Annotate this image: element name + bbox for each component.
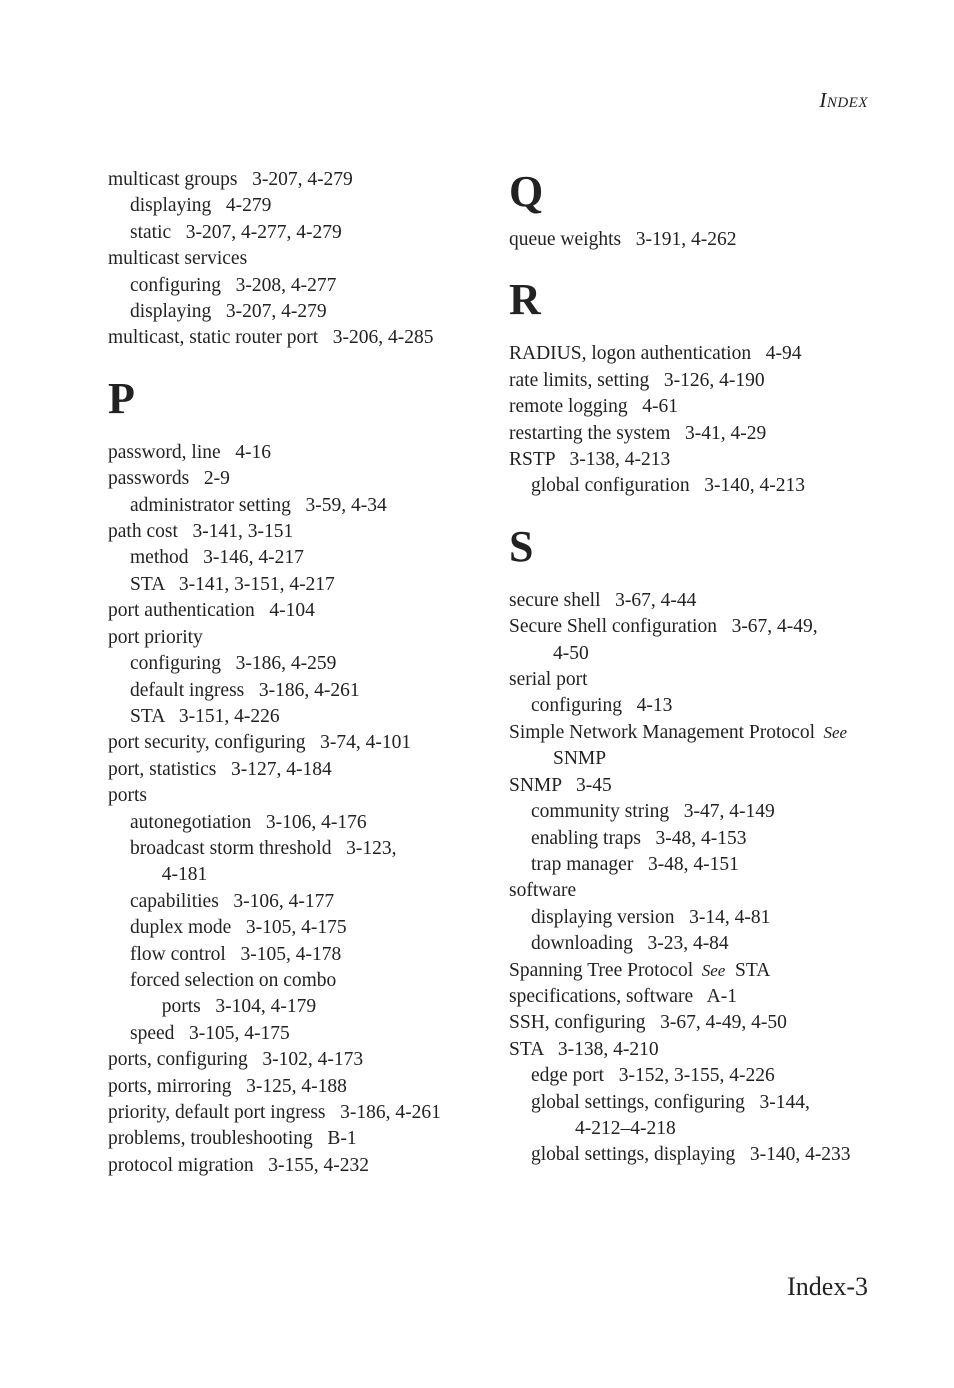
index-entry-text: port, statistics 3-127, 4-184 bbox=[108, 758, 332, 780]
index-entry-text: SSH, configuring 3-67, 4-49, 4-50 bbox=[509, 1012, 787, 1034]
index-entry bbox=[108, 193, 488, 219]
index-entry bbox=[108, 678, 488, 704]
index-entry bbox=[509, 958, 889, 984]
index-entry-text: software bbox=[509, 880, 577, 902]
index-entry bbox=[108, 810, 488, 836]
see-reference: See bbox=[693, 960, 726, 980]
index-entry-text: default ingress 3-186, 4-261 bbox=[130, 679, 360, 701]
section-letter: Q bbox=[509, 167, 544, 216]
section-letter: P bbox=[108, 373, 135, 423]
index-entry bbox=[509, 693, 889, 719]
index-entry bbox=[509, 421, 889, 447]
index-entry-text: 4-212–4-218 bbox=[575, 1117, 676, 1139]
index-column-right bbox=[509, 167, 889, 1169]
index-entry bbox=[509, 473, 889, 499]
index-entry bbox=[108, 572, 488, 598]
index-entry bbox=[108, 598, 488, 624]
index-entry-text: SNMP 3-45 bbox=[509, 774, 612, 796]
index-entry-text: secure shell 3-67, 4-44 bbox=[509, 589, 697, 611]
header-initial: I bbox=[819, 88, 827, 112]
index-entry-text: broadcast storm threshold 3-123, bbox=[130, 837, 397, 859]
index-entry bbox=[108, 246, 488, 272]
index-entry bbox=[108, 1153, 488, 1179]
index-entry-text: duplex mode 3-105, 4-175 bbox=[130, 917, 347, 939]
index-column-left bbox=[108, 167, 488, 1179]
index-entry-text: 4-50 bbox=[553, 642, 589, 664]
index-entry bbox=[108, 493, 488, 519]
index-entry-text: restarting the system 3-41, 4-29 bbox=[509, 422, 767, 444]
index-entry bbox=[108, 836, 488, 862]
index-entry bbox=[509, 588, 889, 614]
index-entry-text: autonegotiation 3-106, 4-176 bbox=[130, 811, 367, 833]
index-entry-text: protocol migration 3-155, 4-232 bbox=[108, 1154, 370, 1176]
index-entry-text: ports, configuring 3-102, 4-173 bbox=[108, 1049, 364, 1071]
index-entry-text: flow control 3-105, 4-178 bbox=[130, 943, 342, 965]
index-entry-text: configuring 3-208, 4-277 bbox=[130, 274, 337, 296]
index-entry-text: displaying version 3-14, 4-81 bbox=[531, 906, 771, 928]
index-entry bbox=[108, 220, 488, 246]
index-entry bbox=[509, 984, 889, 1010]
index-entry-text: speed 3-105, 4-175 bbox=[130, 1022, 290, 1044]
index-entry-text: STA 3-151, 4-226 bbox=[130, 705, 280, 727]
index-entry-text: configuring 4-13 bbox=[531, 695, 673, 717]
index-entry bbox=[108, 889, 488, 915]
index-entry-text: forced selection on combo bbox=[130, 969, 337, 991]
index-entry-text: Spanning Tree Protocol bbox=[509, 959, 694, 981]
index-entry bbox=[509, 227, 889, 253]
index-entry-text: displaying 3-207, 4-279 bbox=[130, 301, 327, 323]
index-entry-text: serial port bbox=[509, 669, 588, 691]
index-entry bbox=[509, 852, 889, 878]
index-entry bbox=[509, 1037, 889, 1063]
running-header bbox=[819, 88, 868, 113]
index-entry bbox=[108, 1126, 488, 1152]
index-entry-text: edge port 3-152, 3-155, 4-226 bbox=[531, 1065, 775, 1087]
index-entry-text: administrator setting 3-59, 4-34 bbox=[130, 494, 387, 516]
index-entry bbox=[509, 447, 889, 473]
index-entry-text: specifications, software A-1 bbox=[509, 985, 737, 1007]
index-entry-text: Secure Shell configuration 3-67, 4-49, bbox=[509, 616, 818, 638]
index-entry bbox=[509, 641, 889, 667]
index-entry-text: SNMP bbox=[553, 748, 607, 770]
index-entry bbox=[509, 826, 889, 852]
index-entry bbox=[509, 1090, 889, 1116]
index-entry-text: rate limits, setting 3-126, 4-190 bbox=[509, 369, 765, 391]
index-entry bbox=[108, 915, 488, 941]
index-entry-text: ports, mirroring 3-125, 4-188 bbox=[108, 1075, 347, 1097]
index-entry-text: problems, troubleshooting B-1 bbox=[108, 1128, 357, 1150]
index-entry bbox=[509, 667, 889, 693]
see-target: STA bbox=[725, 959, 771, 981]
index-entry-text: enabling traps 3-48, 4-153 bbox=[531, 827, 747, 849]
index-entry bbox=[509, 799, 889, 825]
index-entry bbox=[108, 730, 488, 756]
index-entry-text: port priority bbox=[108, 626, 203, 648]
index-entry bbox=[108, 273, 488, 299]
index-entry-text: 4-181 bbox=[152, 864, 208, 886]
index-entry-text: configuring 3-186, 4-259 bbox=[130, 653, 337, 675]
index-entry bbox=[108, 167, 488, 193]
index-entry-text: global configuration 3-140, 4-213 bbox=[531, 475, 806, 497]
index-entry bbox=[509, 1116, 889, 1142]
index-entry bbox=[509, 394, 889, 420]
index-entry-text: queue weights 3-191, 4-262 bbox=[509, 229, 737, 250]
index-entry bbox=[509, 931, 889, 957]
index-entry bbox=[108, 757, 488, 783]
index-entry bbox=[108, 519, 488, 545]
see-reference: See bbox=[814, 722, 848, 742]
index-entry-text: ports bbox=[108, 785, 147, 807]
index-entry bbox=[509, 1142, 889, 1168]
index-entry bbox=[108, 1074, 488, 1100]
index-entry bbox=[108, 625, 488, 651]
index-entry bbox=[509, 746, 889, 772]
header-rest: NDEX bbox=[826, 95, 868, 111]
index-entry-text: path cost 3-141, 3-151 bbox=[108, 521, 294, 543]
page-number: Index-3 bbox=[787, 1272, 868, 1301]
index-entry bbox=[509, 720, 889, 746]
index-entry bbox=[108, 1047, 488, 1073]
index-entry bbox=[509, 1010, 889, 1036]
index-entry-text: multicast groups 3-207, 4-279 bbox=[108, 169, 353, 190]
index-entry bbox=[509, 773, 889, 799]
index-entry-text: RSTP 3-138, 4-213 bbox=[509, 449, 671, 471]
index-entry-text: method 3-146, 4-217 bbox=[130, 547, 304, 569]
index-entry bbox=[108, 466, 488, 492]
index-entry bbox=[108, 325, 488, 351]
index-entry bbox=[108, 299, 488, 325]
index-entry bbox=[108, 704, 488, 730]
index-entry-text: global settings, displaying 3-140, 4-233 bbox=[531, 1144, 851, 1166]
index-entry-text: downloading 3-23, 4-84 bbox=[531, 933, 729, 955]
index-entry-text: STA 3-138, 4-210 bbox=[509, 1038, 659, 1060]
index-entry-text: capabilities 3-106, 4-177 bbox=[130, 890, 335, 912]
index-entry-text: multicast services bbox=[108, 248, 248, 270]
section-letter: R bbox=[509, 275, 541, 325]
index-entry bbox=[108, 1021, 488, 1047]
index-entry bbox=[108, 968, 488, 994]
index-entry-text: passwords 2-9 bbox=[108, 468, 230, 490]
index-entry-text: port security, configuring 3-74, 4-101 bbox=[108, 732, 412, 754]
index-entry-text: Simple Network Management Protocol bbox=[509, 721, 815, 743]
index-entry bbox=[509, 614, 889, 640]
index-entry-text: global settings, configuring 3-144, bbox=[531, 1091, 810, 1113]
index-entry bbox=[108, 440, 488, 466]
index-entry-text: trap manager 3-48, 4-151 bbox=[531, 853, 739, 875]
index-entry-text: port authentication 4-104 bbox=[108, 600, 315, 622]
index-entry bbox=[509, 878, 889, 904]
index-entry bbox=[509, 368, 889, 394]
index-entry-text: remote logging 4-61 bbox=[509, 396, 678, 418]
index-entry-text: password, line 4-16 bbox=[108, 441, 272, 463]
index-entry bbox=[108, 1100, 488, 1126]
index-entry bbox=[509, 1063, 889, 1089]
index-entry bbox=[108, 545, 488, 571]
index-entry-text: ports 3-104, 4-179 bbox=[152, 996, 317, 1018]
index-entry-text: static 3-207, 4-277, 4-279 bbox=[130, 221, 342, 243]
index-entry-text: multicast, static router port 3-206, 4-285 bbox=[108, 327, 434, 349]
index-entry bbox=[108, 783, 488, 809]
index-entry-text: displaying 4-279 bbox=[130, 195, 272, 217]
index-entry bbox=[108, 994, 488, 1020]
index-entry-text: priority, default port ingress 3-186, 4-261 bbox=[108, 1102, 441, 1123]
index-entry-text: STA 3-141, 3-151, 4-217 bbox=[130, 573, 335, 595]
index-entry-text: community string 3-47, 4-149 bbox=[531, 801, 775, 823]
index-entry bbox=[509, 905, 889, 931]
index-entry bbox=[108, 942, 488, 968]
section-letter: S bbox=[509, 521, 534, 571]
index-entry bbox=[509, 341, 889, 367]
index-entry bbox=[108, 651, 488, 677]
index-entry-text: RADIUS, logon authentication 4-94 bbox=[509, 343, 802, 365]
index-entry bbox=[108, 862, 488, 888]
